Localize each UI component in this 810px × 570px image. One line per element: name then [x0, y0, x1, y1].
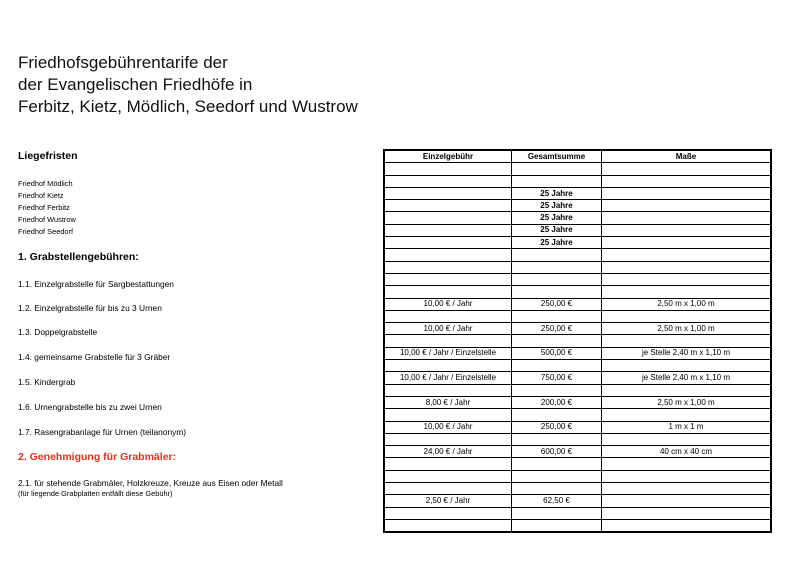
table-row: [384, 212, 771, 224]
size-2-1: [602, 495, 772, 507]
fee-1-6: 10,00 € / Jahr: [384, 421, 512, 433]
label-friedhof-wustrow: Friedhof Wustrow: [18, 215, 76, 224]
table-row: [384, 519, 771, 532]
liegefristen-label: Liegefristen: [18, 150, 78, 162]
section-grabstellengebuehren: 1. Grabstellengebühren:: [18, 251, 139, 263]
table-row: [384, 237, 771, 249]
table-row: [384, 347, 771, 359]
table-row: [384, 433, 771, 445]
table-row: [384, 261, 771, 273]
label-item-1-5: 1.5. Kindergrab: [18, 377, 76, 387]
table-row: [384, 372, 771, 384]
label-item-1-3: 1.3. Doppelgrabstelle: [18, 327, 98, 337]
label-item-1-4: 1.4. gemeinsame Grabstelle für 3 Gräber: [18, 352, 171, 362]
label-item-1-6: 1.6. Urnengrabstelle bis zu zwei Urnen: [18, 402, 162, 412]
title-line-2: der Evangelischen Friedhöfe in: [18, 75, 253, 94]
title-line-1: Friedhofsgebührentarife der: [18, 53, 228, 72]
fee-1-1: 10,00 € / Jahr: [384, 298, 512, 310]
label-friedhof-moedlich: Friedhof Mödlich: [18, 179, 73, 188]
table-row: [384, 175, 771, 187]
table-row: [384, 249, 771, 261]
size-1-7: 40 cm x 40 cm: [602, 446, 772, 458]
label-item-1-7: 1.7. Rasengrabanlage für Urnen (teilanonym): [18, 427, 187, 437]
column-header-einzelgebuehr: Einzelgebühr: [384, 150, 512, 163]
table-row: [384, 384, 771, 396]
table-row: [384, 409, 771, 421]
total-1-7: 600,00 €: [512, 446, 602, 458]
table-row: [384, 458, 771, 470]
fee-1-4: 10,00 € / Jahr / Einzelstelle: [384, 372, 512, 384]
table-row: [384, 495, 771, 507]
fee-2-1: 2,50 € / Jahr: [384, 495, 512, 507]
table-row: [384, 446, 771, 458]
label-item-1-2: 1.2. Einzelgrabstelle für bis zu 3 Urnen: [18, 303, 162, 313]
liegefrist-kietz: 25 Jahre: [512, 200, 602, 212]
size-1-1: 2,50 m x 1,00 m: [602, 298, 772, 310]
label-item-2-1: 2.1. für stehende Grabmäler, Holzkreuze, Kreuze aus Eisen oder Metall: [18, 478, 283, 488]
total-2-1: 62,50 €: [512, 495, 602, 507]
table-row: [384, 298, 771, 310]
column-header-gesamtsumme: Gesamtsumme: [512, 150, 602, 163]
total-1-3: 500,00 €: [512, 347, 602, 359]
total-1-6: 250,00 €: [512, 421, 602, 433]
fee-1-2: 10,00 € / Jahr: [384, 323, 512, 335]
table-row: [384, 483, 771, 495]
total-1-2: 250,00 €: [512, 323, 602, 335]
table-row: [384, 310, 771, 322]
title-line-3: Ferbitz, Kietz, Mödlich, Seedorf und Wustrow: [18, 97, 358, 116]
label-item-1-1: 1.1. Einzelgrabstelle für Sargbestattungen: [18, 279, 174, 289]
liegefrist-wustrow: 25 Jahre: [512, 224, 602, 236]
size-1-6: 1 m x 1 m: [602, 421, 772, 433]
table-row: [384, 507, 771, 519]
label-friedhof-ferbitz: Friedhof Ferbitz: [18, 203, 70, 212]
liegefrist-seedorf: 25 Jahre: [512, 237, 602, 249]
table-row: [384, 224, 771, 236]
label-item-2-1-note: (für liegende Grabplatten entfällt diese Gebühr): [18, 489, 173, 498]
document-title: [18, 52, 358, 118]
liegefrist-ferbitz: 25 Jahre: [512, 212, 602, 224]
table-row: [384, 323, 771, 335]
table-row: [384, 187, 771, 199]
table-row: [384, 335, 771, 347]
table-row: [384, 470, 771, 482]
size-1-2: 2,50 m x 1,00 m: [602, 323, 772, 335]
table-row: [384, 396, 771, 408]
label-friedhof-seedorf: Friedhof Seedorf: [18, 227, 74, 236]
total-1-1: 250,00 €: [512, 298, 602, 310]
fee-1-7: 24,00 € / Jahr: [384, 446, 512, 458]
section-genehmigung: 2. Genehmigung für Grabmäler:: [18, 451, 177, 463]
table-row: [384, 286, 771, 298]
table-row: [384, 163, 771, 175]
fee-1-3: 10,00 € / Jahr / Einzelstelle: [384, 347, 512, 359]
total-1-5: 200,00 €: [512, 396, 602, 408]
table-row: [384, 200, 771, 212]
liegefrist-moedlich: 25 Jahre: [512, 187, 602, 199]
table-row: [384, 273, 771, 285]
size-1-5: 2,50 m x 1,00 m: [602, 396, 772, 408]
fee-1-5: 8,00 € / Jahr: [384, 396, 512, 408]
table-header-row: [384, 150, 771, 163]
label-friedhof-kietz: Friedhof Kietz: [18, 191, 64, 200]
fee-table: [383, 149, 772, 533]
column-header-masse: Maße: [602, 150, 772, 163]
size-1-4: je Stelle 2,40 m x 1,10 m: [602, 372, 772, 384]
table-row: [384, 421, 771, 433]
size-1-3: je Stelle 2,40 m x 1,10 m: [602, 347, 772, 359]
total-1-4: 750,00 €: [512, 372, 602, 384]
table-row: [384, 360, 771, 372]
